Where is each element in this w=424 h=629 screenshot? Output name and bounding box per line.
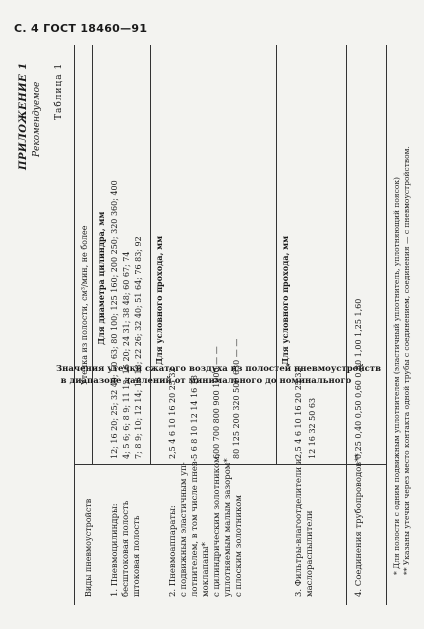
- row-label-cylinders: 1. Пневмоцилиндры: бесштоковая полость штоковая полость: [110, 500, 142, 597]
- apparatus-row-b: 600 700 800 900 1000 — —: [212, 346, 221, 459]
- subheader-bore-2: Для условного прохода, мм: [280, 235, 290, 365]
- table-caption: [56, 363, 381, 387]
- group4-rule: [346, 45, 347, 605]
- pipeline-values: 0,25 0,40 0,50 0,60 0,80 1,00 1,25 1,60: [354, 298, 363, 459]
- rotated-content: [14, 45, 414, 605]
- cyl-rod: 7; 8 9; 10; 12 14; 16 18; 22 26; 32 40; 51 64; 76 83; 92: [134, 236, 143, 459]
- apparatus-row-c: 80 125 200 320 500 630 — —: [232, 338, 241, 459]
- table-caption-line1: Значения утечки сжатого воздуха из полостей пневмоустройств: [56, 364, 381, 374]
- apparatus-bores: 2,5 4 6 10 16 20 25 32: [168, 367, 177, 459]
- filter-row-a: 12 16 32 50 63: [308, 397, 317, 459]
- table-top-rule: [74, 45, 75, 605]
- page-header: С. 4 ГОСТ 18460—91: [14, 22, 148, 35]
- group3-rule: [276, 45, 277, 465]
- cyl-rod-less: 4; 5 6; 6; 8 9; 11 13; 16 20; 24 31; 38 48; 60 67; 74: [122, 251, 131, 459]
- row-label-filters: 3. Фильтры-влагоотделители и маслораспылители: [294, 458, 315, 597]
- header-rule: [92, 45, 93, 465]
- subheader-diameter: Для диаметра цилиндра, мм: [96, 211, 106, 345]
- table-label: Таблица 1: [54, 62, 64, 120]
- cyl-diameters: 12; 16 20; 25; 32 40; 50 63; 80 100; 125 160; 200 250; 320 360; 400: [110, 180, 119, 459]
- subheader-bore: Для условного прохода, мм: [154, 235, 164, 365]
- row-label-pneumo-apparatus: 2. Пневмоаппараты: с подвижным эластичным уп- лотнителем, в том числе пнев- моклапаны* с цилиндрическим золотником, уплотняемым малым зазором* с плоским золотником: [168, 453, 244, 597]
- appendix-title: ПРИЛОЖЕНИЕ 1: [18, 62, 29, 170]
- footnote-1: * Для полости с одним подвижным уплотнителем (эластичный уплотнитель, уплотняющий поясок): [392, 177, 401, 575]
- appendix-note: Рекомендуемое: [32, 81, 42, 157]
- filter-bores: 2,5 4 6 10 16 20 25 32: [294, 367, 303, 459]
- table-caption-line2: в диапазоне давлений от минимального до номинального: [60, 376, 352, 386]
- col-header-devices: Виды пневмоустройств: [84, 498, 93, 597]
- table-bottom-rule: [386, 45, 387, 605]
- apparatus-row-a: 5 6 8 10 12 14 16 18: [190, 375, 199, 459]
- group2-rule: [150, 45, 151, 465]
- row-label-pipelines: 4. Соединения трубопроводов**: [354, 453, 364, 597]
- col-header-leak: Утечка из полости, см³/мин, не более: [80, 225, 89, 385]
- footnote-2: ** Указаны утечки через место контакта одной трубы с соединением, соединения — с пневмоустройством.: [402, 146, 411, 575]
